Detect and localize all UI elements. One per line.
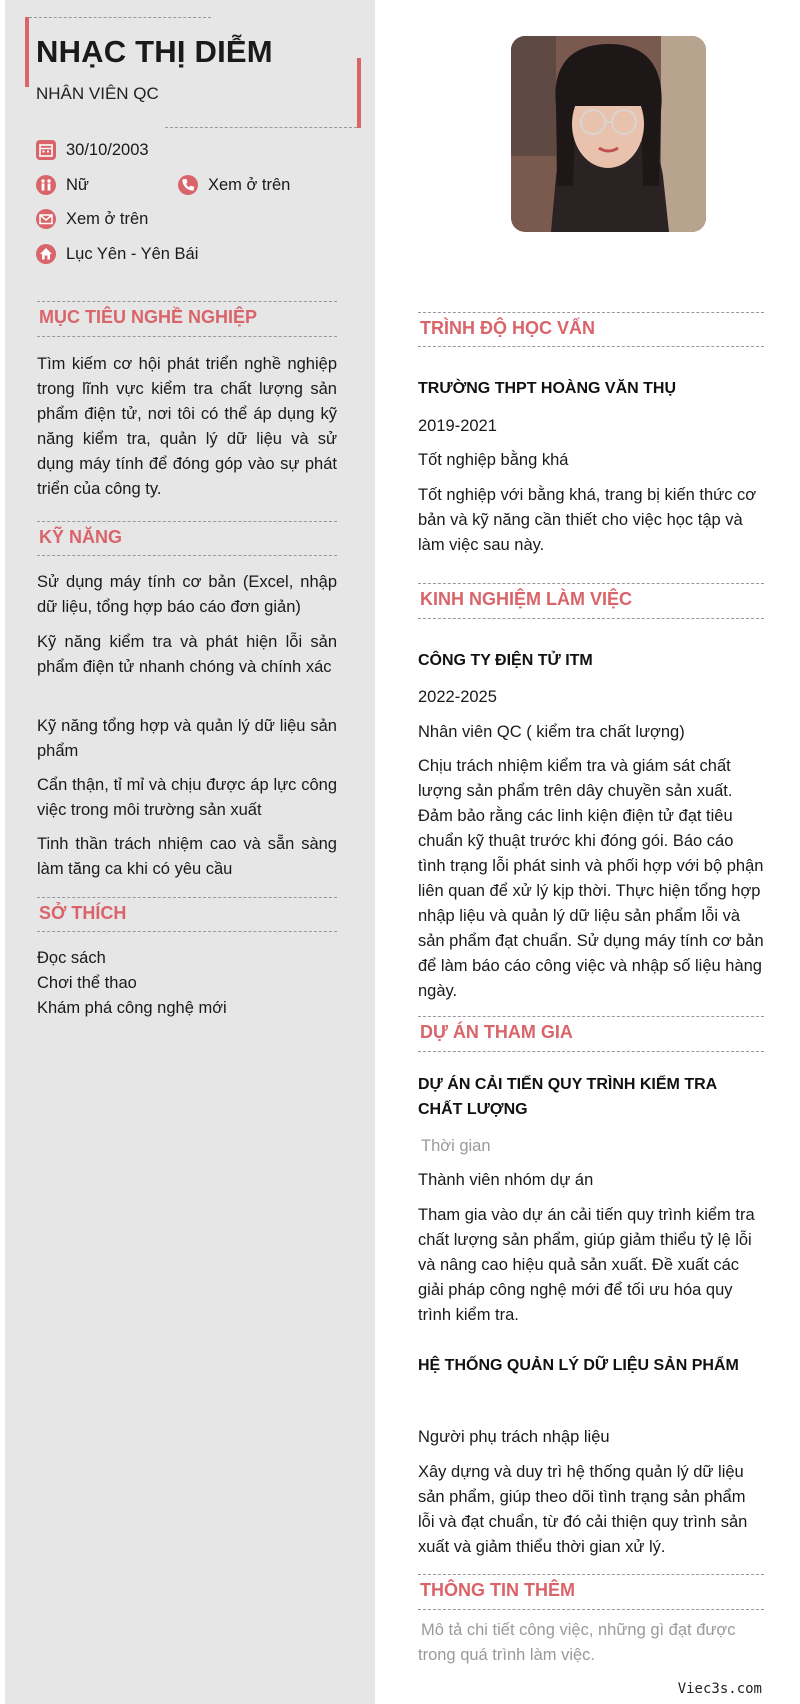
skill-item: Tinh thần trách nhiệm cao và sẵn sàng làm tăng ca khi có yêu cầu xyxy=(37,835,337,878)
education-top-divider xyxy=(418,312,764,313)
education-bottom-divider xyxy=(418,346,764,347)
project-name: DỰ ÁN CẢI TIẾN QUY TRÌNH KIỂM TRA CHẤT LƯỢNG xyxy=(418,1076,717,1118)
project-name: HỆ THỐNG QUẢN LÝ DỮ LIỆU SẢN PHẨM xyxy=(418,1357,739,1374)
education-description: Tốt nghiệp với bằng khá, trang bị kiến thức cơ bản và kỹ năng cần thiết cho việc học tập và làm việc sau này. xyxy=(418,486,757,554)
objective-bottom-divider xyxy=(37,336,337,337)
skill-item: Cẩn thận, tỉ mỉ và chịu được áp lực công việc trong môi trường sản xuất xyxy=(37,776,337,819)
objective-heading: MỤC TIÊU NGHỀ NGHIỆP xyxy=(39,307,258,327)
education-heading: TRÌNH ĐỘ HỌC VẤN xyxy=(420,318,595,338)
objective-top-divider xyxy=(37,301,337,302)
hobbies-heading: SỞ THÍCH xyxy=(39,903,127,923)
gender-icon xyxy=(36,175,56,195)
hobbies-top-divider xyxy=(37,897,337,898)
address-row xyxy=(36,244,198,264)
hobby-item: Khám phá công nghệ mới xyxy=(37,999,227,1017)
project-role: Thành viên nhóm dự án xyxy=(418,1171,594,1189)
skill-item: Kỹ năng kiểm tra và phát hiện lỗi sản phẩm điện tử nhanh chóng và chính xác xyxy=(37,633,337,676)
skills-top-divider xyxy=(37,521,337,522)
additional-heading: THÔNG TIN THÊM xyxy=(420,1580,575,1600)
project-description: Xây dựng và duy trì hệ thống quản lý dữ liệu sản phẩm, giúp theo dõi tình trạng sản phẩm lỗi và đạt chuẩn, từ đó cải thiện quy trình sản xuất và giảm thiểu thời gian xử lý. xyxy=(418,1463,748,1556)
profile-photo xyxy=(511,36,706,232)
birthday-row xyxy=(36,140,149,160)
education-school: TRƯỜNG THPT HOÀNG VĂN THỤ xyxy=(418,380,677,397)
gender-row xyxy=(36,175,89,195)
skill-item: Sử dụng máy tính cơ bản (Excel, nhập dữ liệu, tổng hợp báo cáo đơn giản) xyxy=(37,573,337,616)
phone-icon xyxy=(178,175,198,195)
name-top-divider xyxy=(29,17,211,18)
additional-top-divider xyxy=(418,1574,764,1575)
project-description: Tham gia vào dự án cải tiến quy trình kiểm tra chất lượng sản phẩm, giúp giảm thiểu tỷ lệ lỗi và nâng cao hiệu quả sản xuất. Đề xuất các giải pháp công nghệ mới để tối ưu hóa quy trình kiểm tra. xyxy=(418,1206,755,1324)
experience-period: 2022-2025 xyxy=(418,688,497,706)
objective-text: Tìm kiếm cơ hội phát triển nghề nghiệp trong lĩnh vực kiểm tra chất lượng sản phẩm điện tử, nơi tôi có thể áp dụng kỹ năng kiểm tra, quản lý dữ liệu và sử dụng máy tính để đóng góp vào sự phát triển của công ty. xyxy=(37,355,337,498)
experience-heading: KINH NGHIỆM LÀM VIỆC xyxy=(420,589,633,609)
hobbies-bottom-divider xyxy=(37,931,337,932)
name-accent-bar-left xyxy=(25,17,29,87)
education-result: Tốt nghiệp bằng khá xyxy=(418,451,569,469)
email-row xyxy=(36,209,148,229)
hobby-item: Đọc sách xyxy=(37,949,106,967)
email-icon xyxy=(36,209,56,229)
hobby-item: Chơi thể thao xyxy=(37,974,137,992)
job-title: NHÂN VIÊN QC xyxy=(36,84,159,103)
experience-company: CÔNG TY ĐIỆN TỬ ITM xyxy=(418,652,593,669)
skills-bottom-divider xyxy=(37,555,337,556)
name-accent-bar-right xyxy=(357,58,361,128)
experience-position: Nhân viên QC ( kiểm tra chất lượng) xyxy=(418,723,685,741)
phone-value: Xem ở trên xyxy=(208,175,291,194)
home-icon xyxy=(36,244,56,264)
address-value: Lục Yên - Yên Bái xyxy=(66,244,199,263)
projects-heading: DỰ ÁN THAM GIA xyxy=(420,1022,573,1042)
watermark: Viec3s.com xyxy=(677,1681,762,1697)
additional-bottom-divider xyxy=(418,1609,764,1610)
project-role: Người phụ trách nhập liệu xyxy=(418,1428,610,1446)
project-time: Thời gian xyxy=(421,1137,491,1155)
projects-bottom-divider xyxy=(418,1051,764,1052)
experience-description: Chịu trách nhiệm kiểm tra và giám sát chất lượng sản phẩm trên dây chuyền sản xuất. Đảm bảo rằng các linh kiện điện tử đạt tiêu chuẩn kỹ thuật trước khi đóng gói. Báo cáo tình trạng lỗi phát sinh và phối hợp với bộ phận liên quan để xử lý kịp thời. Thực hiện tổng hợp nhập liệu và quản lý dữ liệu sản phẩm lỗi và sản phẩm đạt chuẩn. Sử dụng máy tính cơ bản để làm báo cáo công việc và nhập số liệu hàng ngày. xyxy=(418,757,764,1000)
email-value: Xem ở trên xyxy=(66,209,149,228)
name-bottom-divider xyxy=(165,127,357,128)
experience-top-divider xyxy=(418,583,764,584)
additional-text: Mô tả chi tiết công việc, những gì đạt được trong quá trình làm việc. xyxy=(418,1621,736,1664)
birthday-value: 30/10/2003 xyxy=(66,140,149,159)
education-period: 2019-2021 xyxy=(418,417,497,435)
candidate-name: NHẠC THỊ DIỄM xyxy=(36,34,273,69)
skill-item: Kỹ năng tổng hợp và quản lý dữ liệu sản phẩm xyxy=(37,717,337,760)
phone-row xyxy=(178,175,290,195)
skills-heading: KỸ NĂNG xyxy=(39,527,123,547)
projects-top-divider xyxy=(418,1016,764,1017)
gender-value: Nữ xyxy=(66,175,89,194)
experience-bottom-divider xyxy=(418,618,764,619)
calendar-icon xyxy=(36,140,56,160)
